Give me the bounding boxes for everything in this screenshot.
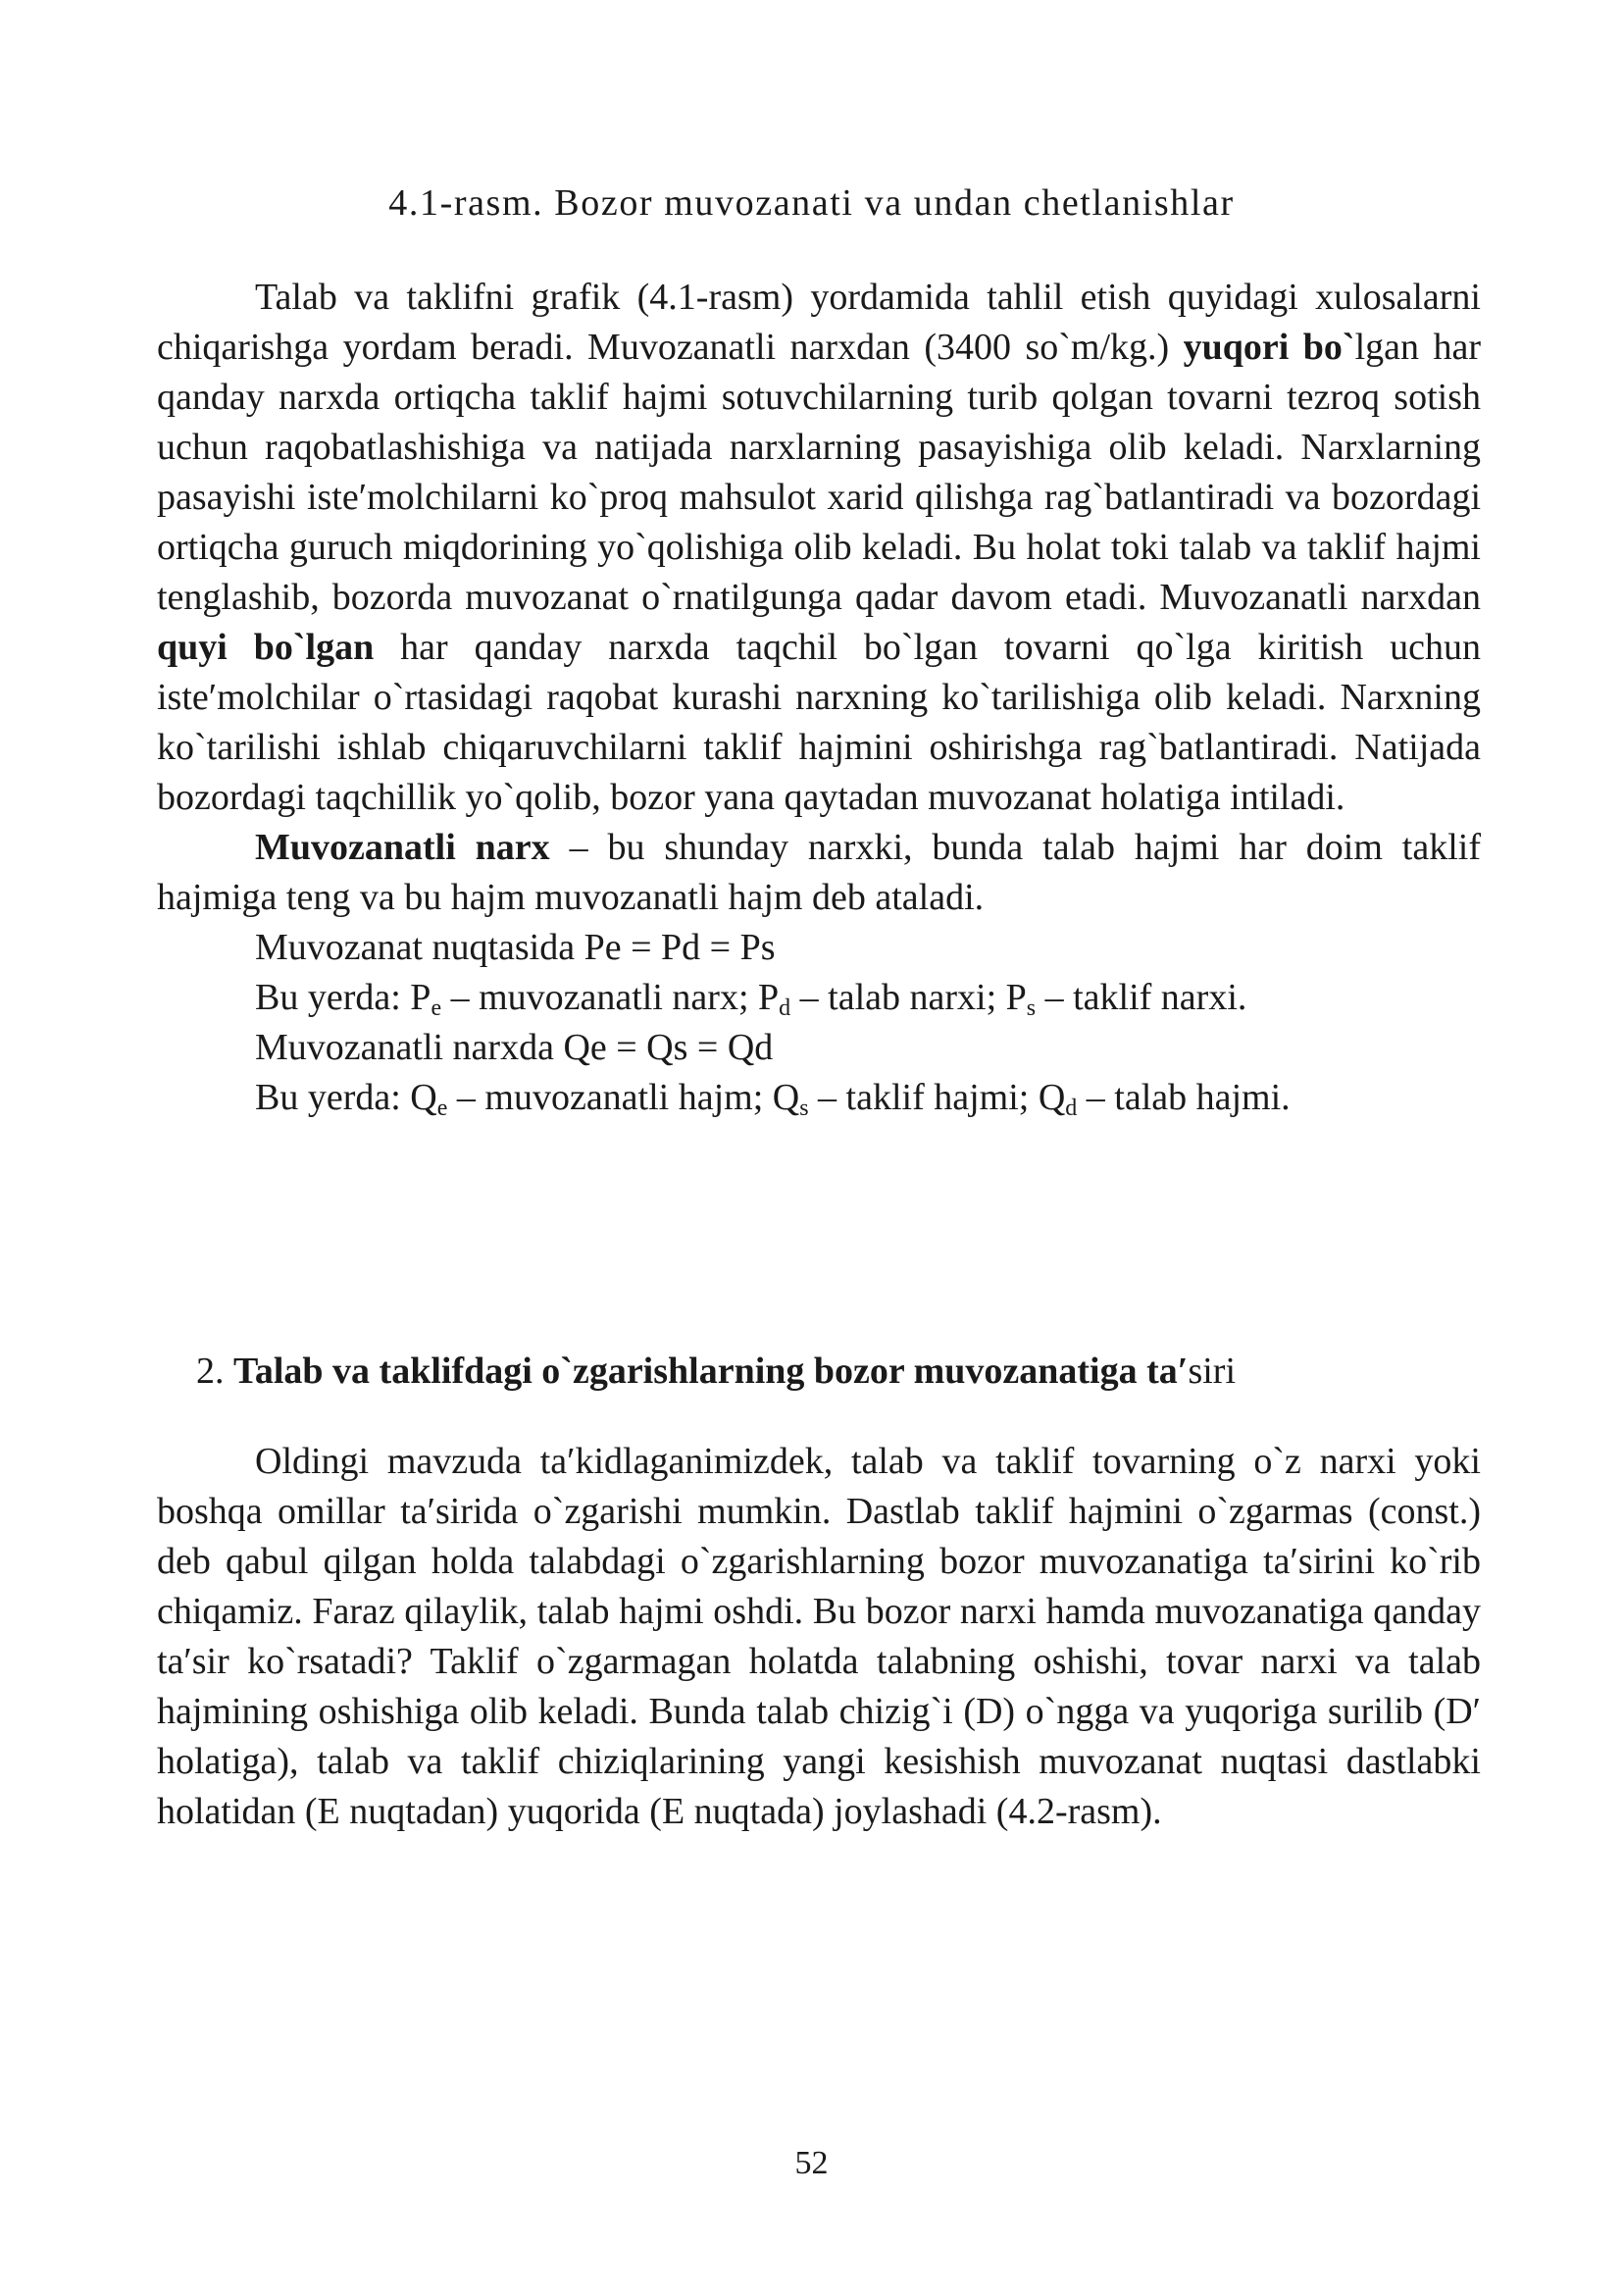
paragraph-market-analysis <box>157 273 1481 823</box>
paragraph-demand-change: Oldingi mavzuda ta′kidlaganimizdek, talab va taklif tovarning o`z narxi yoki boshqa omillar ta′sirida o`zgarishi mumkin. Dastlab taklif hajmini o`zgarmas (const.) deb qabul qilgan holda talabdagi o`zgarishlarning bozor muvozanatiga ta′sirini ko`rib chiqamiz. Faraz qilaylik, talab hajmi oshdi. Bu bozor narxi hamda muvozanatiga qanday ta′sir ko`rsatadi? Taklif o`zgarmagan holatda talabning oshishi, tovar narxi va talab hajmining oshishiga olib keladi. Bunda talab chizig`i (D) o`ngga va yuqoriga surilib (D′ holatiga), talab va taklif chiziqlarining yangi kesishish muvozanat nuqtasi dastlabki holatidan (E nuqtadan) yuqorida (E nuqtada) joylashadi (4.2-rasm). <box>157 1441 1481 1832</box>
section-title-bold: Talab va taklifdagi o`zgarishlarning bozor muvozanatiga ta′ <box>233 1351 1189 1392</box>
paragraph-text: Talab va taklifni grafik (4.1-rasm) yordamida tahlil etish quyidagi xulosalarni chiqarishga yordam beradi. Muvozanatli narxdan (3400 so`m/kg.) <box>157 277 1481 368</box>
paragraph-definition <box>157 823 1481 923</box>
paragraph-text: lgan har qanday narxda ortiqcha taklif hajmi sotuvchilarning turib qolgan tovarni tezroq sotish uchun raqobatlashishiga va natijada narxlarning pasayishiga olib keladi. Narxlarning pasayishi iste′molchilarni ko`proq mahsulot xarid qilishga rag`batlantiradi va bozordagi ortiqcha guruch miqdorining yo`qolishiga olib keladi. Bu holat toki talab va taklif hajmi tenglashib, bozorda muvozanat o`rnatilgunga qadar davom etadi. Muvozanatli narxdan <box>157 327 1481 618</box>
second-text-block <box>157 1437 1481 1837</box>
formula-quantity-equilibrium: Muvozanatli narxda Qe = Qs = Qd <box>255 1027 774 1068</box>
section-heading <box>196 1347 1236 1397</box>
figure-caption: 4.1-rasm. Bozor muvozanati va undan chetlanishlar <box>388 182 1235 224</box>
main-text-block <box>157 273 1481 1123</box>
defined-term: Muvozanatli narx <box>255 827 550 868</box>
bold-phrase: quyi bo`lgan <box>157 627 375 668</box>
definition-text: – bu shunday narxki, bunda talab hajmi har doim taklif hajmiga teng va bu hajm muvozanatli hajm deb ataladi. <box>157 827 1481 918</box>
formula-quantity-legend: Bu yerda: $Q_e$ – muvozanatli hajm; $Q_s$ – taklif hajmi; $Q_d$ – talab hajmi. <box>255 1077 1291 1121</box>
formula-price-legend: Bu yerda: $P_e$ – muvozanatli narx; $P_d$ – talab narxi; $P_s$ – taklif narxi. <box>255 977 1247 1021</box>
section-title-regular: siri <box>1188 1351 1236 1392</box>
section-number: 2. <box>196 1351 233 1392</box>
paragraph-text: har qanday narxda taqchil bo`lgan tovarni qo`lga kiritish uchun iste′molchilar o`rtasidagi raqobat kurashi narxning ko`tarilishiga olib keladi. Narxning ko`tarilishi ishlab chiqaruvchilarni taklif hajmini oshirishga rag`batlantiradi. Natijada bozordagi taqchillik yo`qolib, bozor yana qaytadan muvozanat holatiga intiladi. <box>157 627 1481 818</box>
formula-price-equilibrium: Muvozanat nuqtasida Pe = Pd = Ps <box>255 927 776 968</box>
page-number: 52 <box>794 2145 829 2181</box>
bold-phrase: yuqori bo` <box>1183 327 1355 368</box>
